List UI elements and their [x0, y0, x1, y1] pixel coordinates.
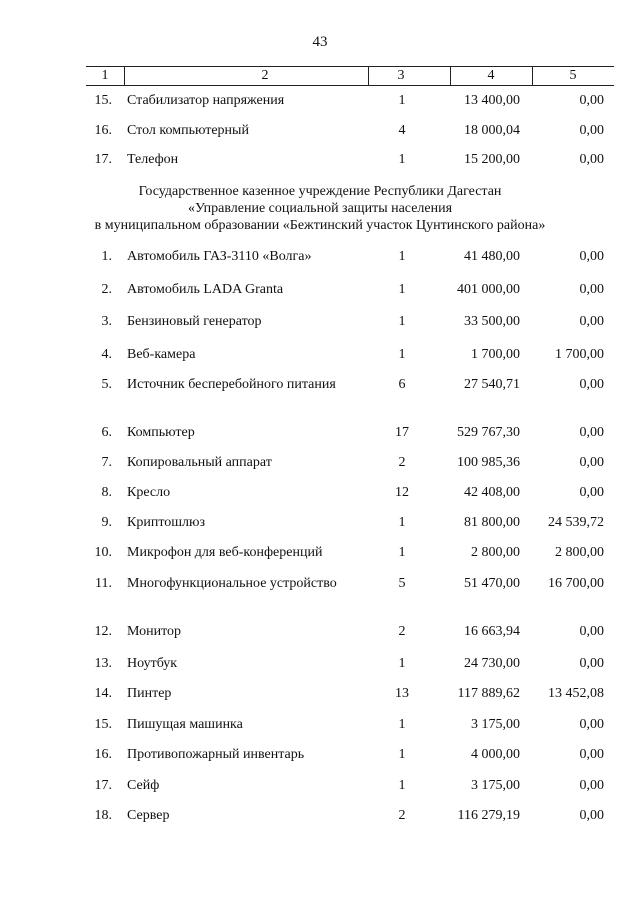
item-amount: 15 200,00	[464, 152, 520, 167]
row-number: 6.	[101, 425, 112, 440]
item-amount: 100 985,36	[457, 455, 520, 470]
item-name: Монитор	[127, 624, 182, 639]
item-name: Стабилизатор напряжения	[127, 93, 285, 108]
row-number: 10.	[94, 545, 112, 560]
row-number: 9.	[101, 515, 112, 530]
item-name: Веб-камера	[127, 347, 196, 362]
item-residual: 0,00	[579, 249, 604, 264]
item-name: Кресло	[127, 485, 171, 500]
item-amount: 41 480,00	[464, 249, 520, 264]
item-quantity: 1	[398, 747, 406, 762]
item-amount: 18 000,04	[464, 123, 520, 138]
item-residual: 0,00	[579, 377, 604, 392]
item-amount: 16 663,94	[464, 624, 520, 639]
row-number: 4.	[101, 347, 112, 362]
item-amount: 529 767,30	[457, 425, 520, 440]
row-number: 18.	[94, 808, 112, 823]
row-number: 11.	[95, 576, 112, 591]
row-number: 12.	[94, 624, 112, 639]
header-col-4: 4	[487, 68, 495, 83]
item-quantity: 1	[398, 656, 406, 671]
item-residual: 0,00	[579, 93, 604, 108]
item-quantity: 1	[398, 93, 406, 108]
item-quantity: 1	[398, 717, 406, 732]
item-quantity: 2	[398, 455, 406, 470]
header-col-3: 3	[397, 68, 405, 83]
item-quantity: 1	[398, 152, 406, 167]
item-residual: 0,00	[579, 314, 604, 329]
row-number: 7.	[101, 455, 112, 470]
row-number: 3.	[101, 314, 112, 329]
item-amount: 3 175,00	[471, 778, 520, 793]
row-number: 1.	[101, 249, 112, 264]
item-name: Компьютер	[127, 425, 195, 440]
item-quantity: 1	[398, 347, 406, 362]
item-residual: 0,00	[579, 624, 604, 639]
item-amount: 2 800,00	[471, 545, 520, 560]
item-amount: 42 408,00	[464, 485, 520, 500]
item-amount: 1 700,00	[471, 347, 520, 362]
item-name: Микрофон для веб-конференций	[127, 545, 323, 560]
item-residual: 0,00	[579, 747, 604, 762]
item-name: Пишущая машинка	[127, 717, 243, 732]
item-residual: 0,00	[579, 485, 604, 500]
org-title-line: в муниципальном образовании «Бежтинский участок Цунтинского района»	[94, 218, 546, 233]
item-residual: 0,00	[579, 455, 604, 470]
item-residual: 0,00	[579, 152, 604, 167]
item-name: Многофункциональное устройство	[127, 576, 337, 591]
item-quantity: 5	[398, 576, 406, 591]
table-header	[86, 66, 614, 86]
item-amount: 24 730,00	[464, 656, 520, 671]
header-col-1: 1	[101, 68, 109, 83]
item-name: Бензиновый генератор	[127, 314, 262, 329]
item-residual: 0,00	[579, 656, 604, 671]
header-col-5: 5	[569, 68, 577, 83]
item-name: Пинтер	[127, 686, 172, 701]
item-quantity: 4	[398, 123, 406, 138]
item-quantity: 1	[398, 249, 406, 264]
item-amount: 3 175,00	[471, 717, 520, 732]
item-residual: 0,00	[579, 778, 604, 793]
item-amount: 27 540,71	[464, 377, 520, 392]
item-name: Криптошлюз	[127, 515, 206, 530]
row-number: 15.	[94, 717, 112, 732]
item-name: Сервер	[127, 808, 170, 823]
org-title-line: Государственное казенное учреждение Республики Дагестан	[138, 184, 502, 199]
item-residual: 0,00	[579, 425, 604, 440]
item-quantity: 2	[398, 624, 406, 639]
row-number: 15.	[94, 93, 112, 108]
item-amount: 33 500,00	[464, 314, 520, 329]
item-amount: 401 000,00	[457, 282, 520, 297]
item-amount: 13 400,00	[464, 93, 520, 108]
item-amount: 4 000,00	[471, 747, 520, 762]
item-residual: 13 452,08	[548, 686, 604, 701]
row-number: 16.	[94, 747, 112, 762]
item-quantity: 1	[398, 282, 406, 297]
item-residual: 0,00	[579, 282, 604, 297]
row-number: 8.	[101, 485, 112, 500]
item-quantity: 13	[395, 686, 409, 701]
item-residual: 0,00	[579, 123, 604, 138]
item-amount: 81 800,00	[464, 515, 520, 530]
item-amount: 51 470,00	[464, 576, 520, 591]
item-quantity: 1	[398, 778, 406, 793]
item-quantity: 1	[398, 515, 406, 530]
row-number: 13.	[94, 656, 112, 671]
item-name: Ноутбук	[127, 656, 178, 671]
item-residual: 2 800,00	[555, 545, 604, 560]
item-quantity: 17	[395, 425, 409, 440]
item-name: Источник бесперебойного питания	[127, 377, 336, 392]
item-name: Телефон	[127, 152, 179, 167]
item-name: Сейф	[127, 778, 160, 793]
item-name: Копировальный аппарат	[127, 455, 272, 470]
item-quantity: 1	[398, 314, 406, 329]
item-amount: 117 889,62	[457, 686, 520, 701]
item-quantity: 1	[398, 545, 406, 560]
item-residual: 0,00	[579, 717, 604, 732]
row-number: 5.	[101, 377, 112, 392]
row-number: 2.	[101, 282, 112, 297]
item-name: Противопожарный инвентарь	[127, 747, 305, 762]
item-quantity: 2	[398, 808, 406, 823]
item-residual: 1 700,00	[555, 347, 604, 362]
row-number: 16.	[94, 123, 112, 138]
header-col-2: 2	[261, 68, 269, 83]
item-name: Автомобиль ГАЗ-3110 «Волга»	[127, 249, 312, 264]
organization-title	[0, 183, 640, 234]
row-number: 14.	[94, 686, 112, 701]
org-title-line: «Управление социальной защиты населения	[187, 201, 453, 216]
item-residual: 24 539,72	[548, 515, 604, 530]
item-quantity: 12	[395, 485, 409, 500]
row-number: 17.	[94, 778, 112, 793]
item-residual: 16 700,00	[548, 576, 604, 591]
item-name: Автомобиль LADA Granta	[127, 282, 284, 297]
row-number: 17.	[94, 152, 112, 167]
item-amount: 116 279,19	[457, 808, 520, 823]
page-number: 43	[312, 34, 328, 50]
item-name: Стол компьютерный	[127, 123, 249, 138]
item-residual: 0,00	[579, 808, 604, 823]
item-quantity: 6	[398, 377, 406, 392]
